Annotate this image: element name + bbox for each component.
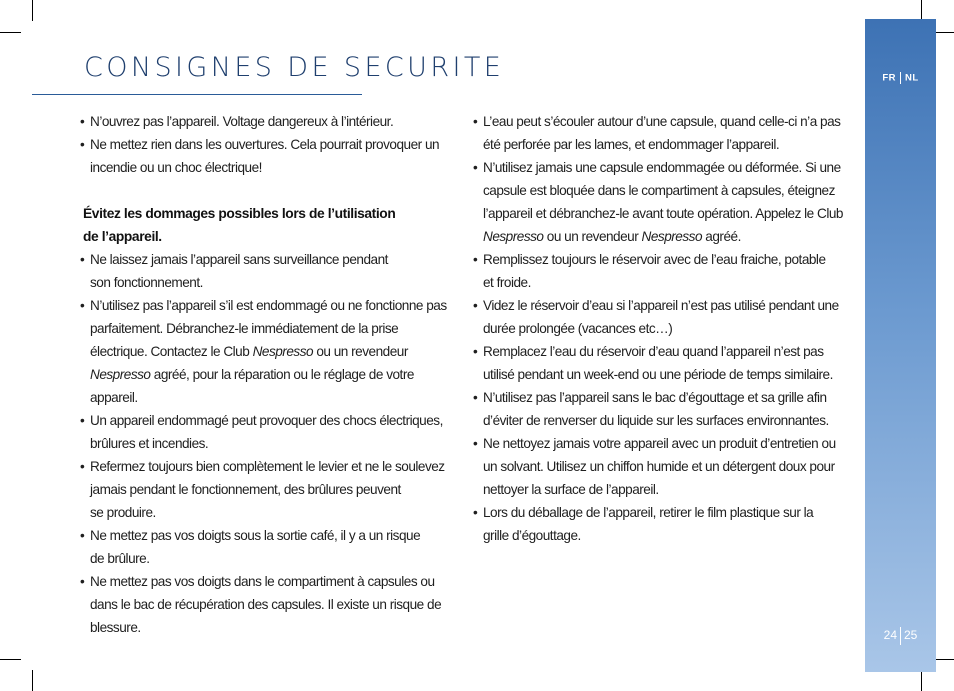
- left-column: [80, 110, 452, 639]
- language-separator: [900, 72, 901, 84]
- list-item: • L’eau peut s’écouler autour d’une capsule, quand celle-ci n’a pas été perforée par les lames, et endommager l’appareil.: [473, 110, 845, 156]
- title-underline: [32, 94, 362, 95]
- list-item: • Ne mettez pas vos doigts dans le compartiment à capsules ou dans le bac de récupération des capsules. Il existe un risque de blessure.: [80, 570, 452, 639]
- list-item: • N’utilisez pas l’appareil sans le bac d’égouttage et sa grille afin d’éviter de renverser du liquide sur les surfaces environnantes.: [473, 386, 845, 432]
- list-item-text: ou un revendeur: [313, 344, 408, 359]
- list-item-text: Remplissez toujours le réservoir avec de l’eau fraiche, potable: [483, 252, 826, 267]
- page-number-left: 24: [883, 628, 897, 643]
- list-item-text: N’utilisez pas l’appareil s’il est endommagé ou ne fonctionne pas parfaitement. Débranchez-le immédiatement de la prise électrique. Contactez le Club: [90, 298, 447, 359]
- page-number-right: 25: [904, 628, 918, 643]
- list-item-text: agréé, pour la réparation ou le réglage de votre appareil.: [90, 367, 414, 405]
- list-item: [473, 248, 845, 294]
- crop-mark: [32, 670, 33, 691]
- crop-mark: [0, 659, 21, 660]
- crop-mark: [32, 0, 33, 21]
- list-item: [80, 524, 452, 570]
- crop-mark: [0, 32, 21, 33]
- left-bullet-list: [80, 248, 452, 639]
- brand-name: Nespresso: [90, 367, 151, 382]
- crop-mark: [933, 32, 954, 33]
- list-item-text: Ne laissez jamais l’appareil sans surveillance pendant: [90, 252, 388, 267]
- list-item: • N’ouvrez pas l’appareil. Voltage dangereux à l’intérieur.: [80, 110, 452, 133]
- crop-mark: [933, 659, 954, 660]
- page-numbers: [865, 627, 936, 645]
- list-item: • Ne mettez rien dans les ouvertures. Cela pourrait provoquer un incendie ou un choc électrique!: [80, 133, 452, 179]
- list-item-text: de brûlure.: [90, 551, 150, 566]
- page-number-separator: [900, 627, 901, 645]
- list-item: • Remplacez l’eau du réservoir d’eau quand l’appareil n’est pas utilisé pendant un week-end ou une période de temps similaire.: [473, 340, 845, 386]
- right-bullet-list: [473, 110, 845, 547]
- language-fr: FR: [882, 72, 896, 84]
- list-item-text: se produire.: [90, 505, 156, 520]
- intro-bullet-list: [80, 110, 452, 179]
- language-nl: NL: [905, 72, 919, 84]
- list-item: • Videz le réservoir d’eau si l’appareil n’est pas utilisé pendant une durée prolongée (vacances etc…): [473, 294, 845, 340]
- crop-mark: [921, 670, 922, 691]
- list-item-text: Lors du déballage de l’appareil, retirer le film plastique sur la: [483, 505, 814, 520]
- list-item-text: N’utilisez jamais une capsule endommagée ou déformée. Si une capsule est bloquée dans le compartiment à capsules, éteignez l’appareil et débranchez-le avant toute opération. Appelez le Club: [483, 160, 843, 221]
- list-item-text: et froide.: [483, 275, 531, 290]
- section-subheading: [83, 202, 452, 248]
- right-column: [473, 110, 845, 547]
- list-item: • Ne nettoyez jamais votre appareil avec un produit d’entretien ou un solvant. Utilisez un chiffon humide et un détergent doux pour nettoyer la surface de l’appareil.: [473, 432, 845, 501]
- language-sidebar: [865, 19, 936, 672]
- list-item-text: ou un revendeur: [543, 229, 642, 244]
- brand-name: Nespresso: [483, 229, 544, 244]
- subheading-line: de l’appareil.: [83, 229, 162, 244]
- list-item: • Un appareil endommagé peut provoquer des chocs électriques, brûlures et incendies.: [80, 409, 452, 455]
- list-item-text: son fonctionnement.: [90, 275, 203, 290]
- page-title: CONSIGNES DE SECURITE: [84, 52, 505, 83]
- crop-mark: [921, 0, 922, 21]
- list-item: [80, 294, 452, 409]
- list-item-text: Refermez toujours bien complètement le levier et ne le soulevez jamais pendant le fonctionnement, des brûlures peuvent: [90, 459, 445, 497]
- list-item: [473, 156, 845, 248]
- list-item-text: Ne mettez pas vos doigts sous la sortie café, il y a un risque: [90, 528, 421, 543]
- list-item: [80, 455, 452, 524]
- list-item: [80, 248, 452, 294]
- list-item-text: grille d’égouttage.: [483, 528, 581, 543]
- list-item: [473, 501, 845, 547]
- language-indicator: [865, 72, 936, 84]
- list-item-text: agréé.: [702, 229, 741, 244]
- brand-name: Nespresso: [252, 344, 314, 359]
- brand-name: Nespresso: [641, 229, 703, 244]
- subheading-line: Évitez les dommages possibles lors de l’utilisation: [83, 206, 396, 221]
